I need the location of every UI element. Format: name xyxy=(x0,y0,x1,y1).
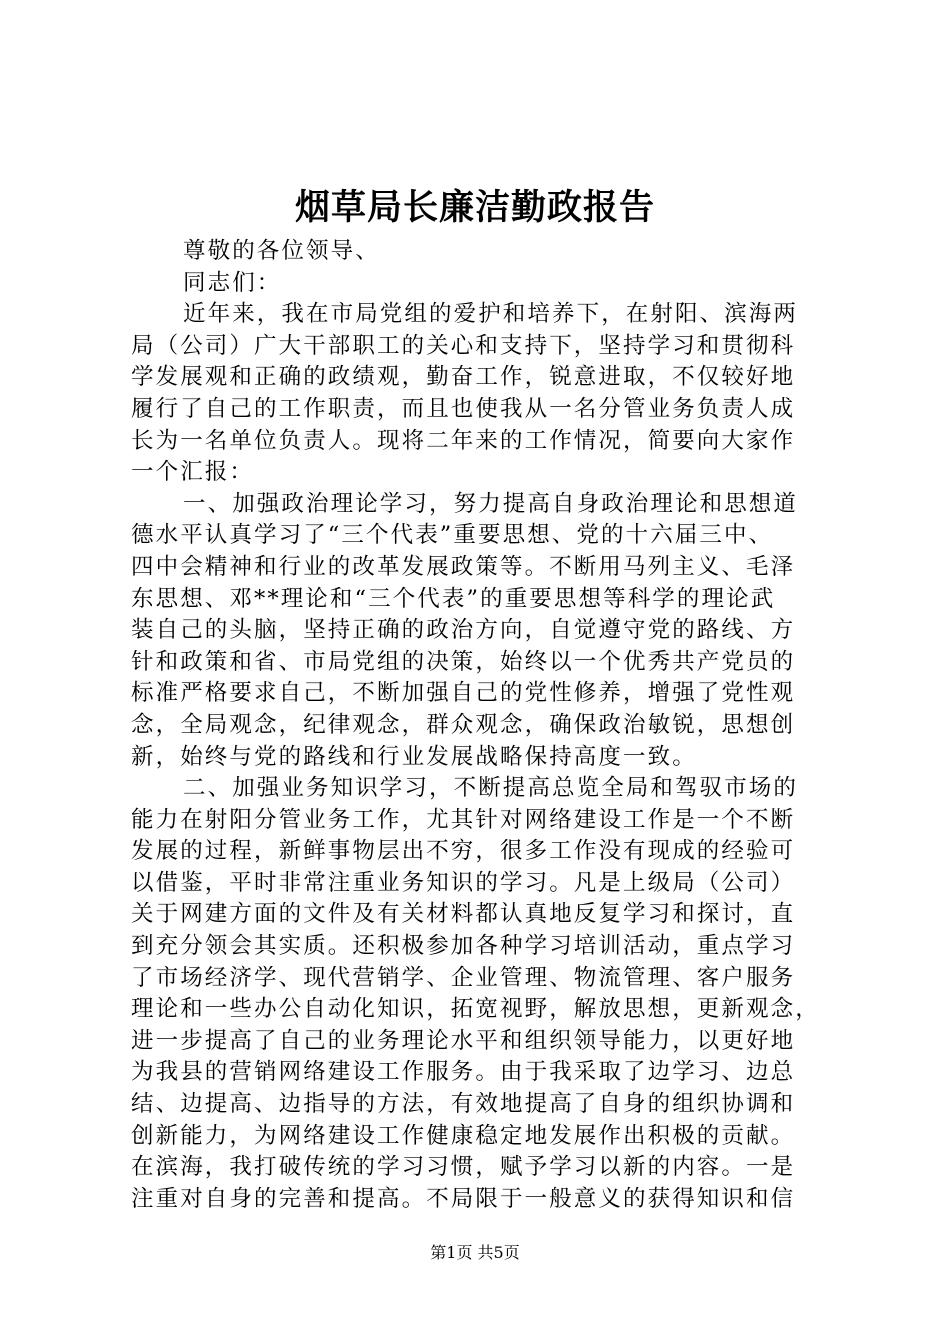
text-line: 近年来，我在市局党组的爱护和培养下，在射阳、滨海两 xyxy=(183,301,799,328)
text-line: 东思想、邓**理论和“三个代表”的重要思想等科学的理论武 xyxy=(131,585,776,612)
text-line: 标准严格要求自己，不断加强自己的党性修养，增强了党性观 xyxy=(131,680,796,707)
text-line: 在滨海，我打破传统的学习习惯，赋予学习以新的内容。一是 xyxy=(131,1154,796,1181)
text-line: 一、加强政治理论学习，努力提高自身政治理论和思想道 xyxy=(183,490,799,517)
text-line: 装自己的头脑，坚持正确的政治方向，自觉遵守党的路线、方 xyxy=(131,617,796,644)
document-body xyxy=(131,236,831,1215)
text-line: 针和政策和省、市局党组的决策，始终以一个优秀共产党员的 xyxy=(131,648,796,675)
page-footer: 第1页 共5页 xyxy=(430,1243,520,1262)
text-line: 以借鉴，平时非常注重业务知识的学习。凡是上级局（公司） xyxy=(131,869,796,896)
text-line: 学发展观和正确的政绩观，勤奋工作，锐意进取，不仅较好地 xyxy=(131,364,796,391)
text-line: 履行了自己的工作职责，而且也使我从一名分管业务负责人成 xyxy=(131,395,796,422)
text-line: 关于网建方面的文件及有关材料都认真地反复学习和探讨，直 xyxy=(131,901,796,928)
text-line: 了市场经济学、现代营销学、企业管理、物流管理、客户服务 xyxy=(131,964,796,991)
text-line: 一个汇报： xyxy=(131,459,255,486)
text-line: 注重对自身的完善和提高。不局限于一般意义的获得知识和信 xyxy=(131,1185,796,1212)
text-line: 为我县的营销网络建设工作服务。由于我采取了边学习、边总 xyxy=(131,1059,796,1086)
text-line: 结、边提高、边指导的方法，有效地提高了自身的组织协调和 xyxy=(131,1091,796,1118)
text-line: 德水平认真学习了“三个代表”重要思想、党的十六届三中、 xyxy=(131,522,774,549)
text-line: 四中会精神和行业的改革发展政策等。不断用马列主义、毛泽 xyxy=(131,553,796,580)
text-line: 进一步提高了自己的业务理论水平和组织领导能力，以更好地 xyxy=(131,1027,796,1054)
text-line: 念，全局观念，纪律观念，群众观念，确保政治敏锐，思想创 xyxy=(131,711,796,738)
text-line: 理论和一些办公自动化知识，拓宽视野，解放思想，更新观念， xyxy=(131,996,820,1023)
text-line: 二、加强业务知识学习，不断提高总览全局和驾驭市场的 xyxy=(183,775,799,802)
text-line: 发展的过程，新鲜事物层出不穷，很多工作没有现成的经验可 xyxy=(131,838,796,865)
text-line: 同志们： xyxy=(183,269,282,296)
document-title: 烟草局长廉洁勤政报告 xyxy=(294,187,655,228)
text-line: 新，始终与党的路线和行业发展战略保持高度一致。 xyxy=(131,743,697,770)
text-line: 尊敬的各位领导、 xyxy=(183,238,380,264)
text-line: 长为一名单位负责人。现将二年来的工作情况，简要向大家作 xyxy=(131,427,796,454)
text-line: 创新能力，为网络建设工作健康稳定地发展作出积极的贡献。 xyxy=(131,1122,796,1149)
text-line: 能力在射阳分管业务工作，尤其针对网络建设工作是一个不断 xyxy=(131,806,796,833)
text-line: 到充分领会其实质。还积极参加各种学习培训活动，重点学习 xyxy=(131,933,796,960)
text-line: 局（公司）广大干部职工的关心和支持下，坚持学习和贯彻科 xyxy=(131,332,796,359)
